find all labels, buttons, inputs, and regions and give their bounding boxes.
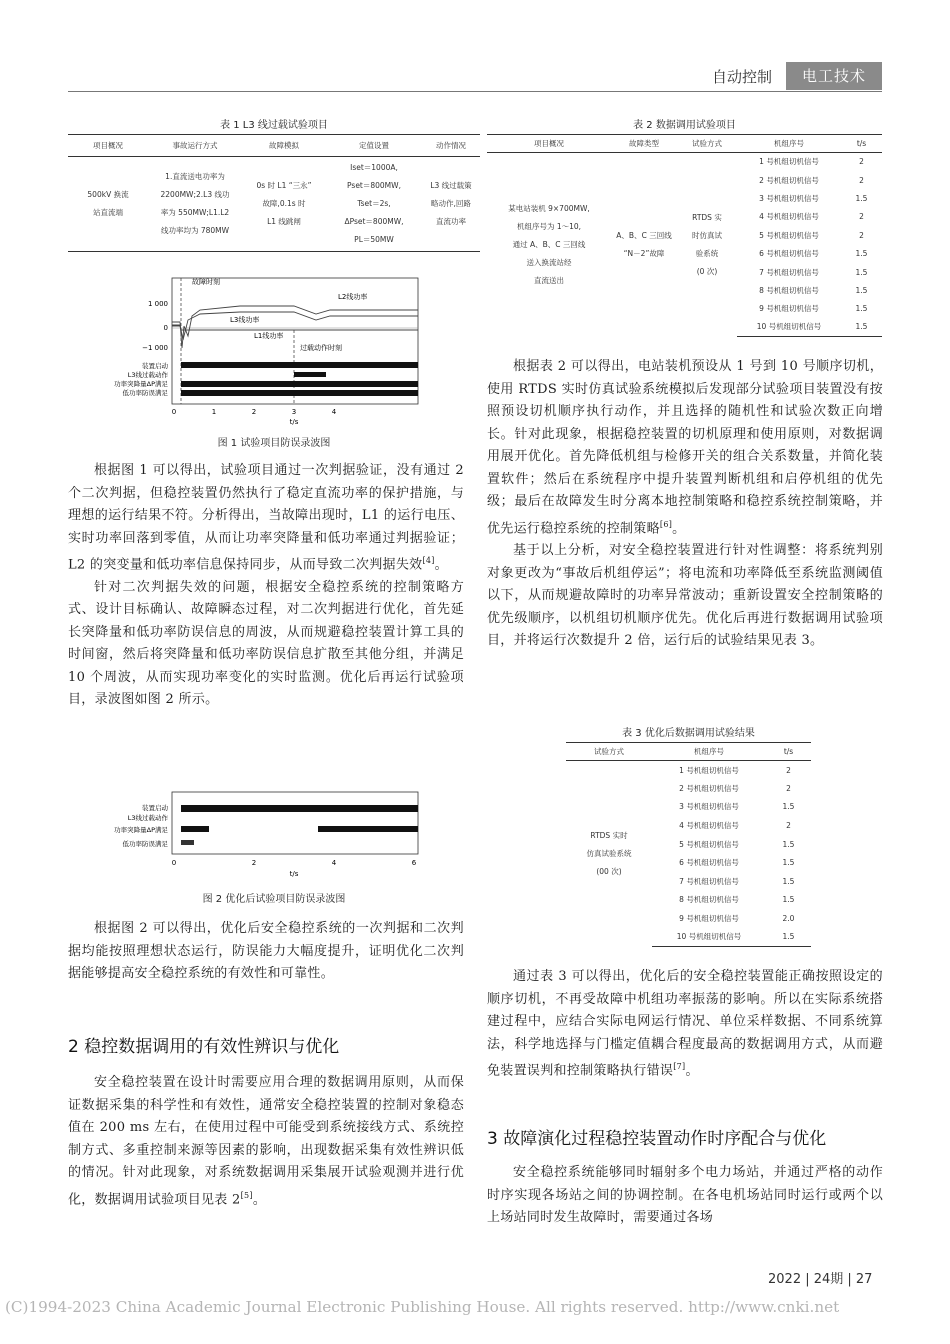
figure2-waveform [80, 788, 430, 883]
table2-header: 故障类型 [611, 135, 677, 153]
table1-cell: L3 线过载策 略动作,回路 直流功率 [422, 157, 480, 252]
fig1-xtick: 4 [331, 408, 337, 416]
fig2-signal-bar [181, 840, 194, 845]
table3-caption: 表 3 优化后数据调用试验结果 [622, 728, 755, 739]
section-badge: 电工技术 [786, 62, 882, 90]
fig1-ytick: 1 000 [147, 300, 168, 308]
table2-cell: 1.5 [855, 285, 868, 295]
fig2-xtick: 6 [411, 859, 417, 867]
table3-header: t/s [766, 743, 811, 761]
table3-cell: 2 [786, 821, 791, 831]
fig2-signal-label: 低功率防误满足 [122, 840, 168, 848]
fig1-l3-curve [172, 312, 418, 340]
table2-cell: 4 号机组切机信号 [759, 212, 819, 222]
table2-cell: 1.5 [855, 249, 868, 259]
fig2-signal-bar [181, 826, 209, 832]
right-text-block-3 [487, 1162, 883, 1230]
table3-cell: 1.5 [782, 839, 795, 849]
fig1-ytick: −1 000 [142, 344, 168, 352]
figure2-caption: 图 2 优化后试验项目防误录波图 [202, 894, 346, 905]
table2-header: 机组序号 [737, 135, 841, 153]
fig2-xtick: 4 [331, 859, 337, 867]
fig2-frame [172, 792, 418, 854]
table3-cell: 9 号机组切机信号 [679, 914, 739, 924]
paragraph: 针对二次判据失效的问题，根据安全稳控系统的控制策略方式、设计目标确认、故障瞬态过程，对二次判据进行优化，首先延长突降量和低功率防误信息的周波，从而规避稳控装置计算工具的时间窗，然后将突降量和低功率防误信息扩散至其他分组，并满足 10 个周波，从而实现功率变化的实时监测。优化后再运行试验项目，录波图如图 2 所示。 [68, 579, 464, 708]
left-text-block-3 [68, 1072, 464, 1211]
table1-caption: 表 1 L3 线过载试验项目 [220, 120, 328, 131]
paragraph: 安全稳控系统能够同时辐射多个电力场站，并通过严格的动作时序实现各场站之间的协调控制。在各电机场站同时运行或两个以上场站同时发生故障时，需要通过各场 [487, 1165, 883, 1225]
table2-cell: 9 号机组切机信号 [759, 304, 819, 314]
table2-caption: 表 2 数据调用试验项目 [633, 120, 736, 131]
table3-cell: 2.0 [782, 914, 795, 924]
table3-cell: 2 [786, 765, 791, 775]
table3-cell: 3 号机组切机信号 [679, 802, 739, 812]
fig1-xtick: 3 [291, 408, 297, 416]
table3-cell: 5 号机组切机信号 [679, 839, 739, 849]
table2-cell: 5 号机组切机信号 [759, 230, 819, 240]
paragraph: 安全稳控装置在设计时需要应用合理的数据调用原则，从而保证数据采集的科学性和有效性，通常安全稳控装置的控制对象稳态值在 200 ms 左右，在使用过程中可能受到系统接线方式、系统控制方式、多重控制来源等因素的影响，出现数据采集有效性辨识低的情况。针对此现象，对系统数据调用采集展开试验观测并进行优化，数据调用试验项目见表 2[5]。 [68, 1075, 464, 1207]
table2-cell: 10 号机组切机信号 [737, 318, 841, 336]
fig1-signal-label: 低功率防误满足 [122, 389, 168, 397]
fig1-xlabel: t/s [289, 418, 299, 426]
fig1-signal-bar [181, 390, 418, 396]
paragraph: 根据图 2 可以得出，优化后安全稳控系统的一次判据和二次判据均能按照理想状态运行，防误能力大幅度提升，证明优化二次判据能够提高安全稳控系统的有效性和可靠性。 [68, 921, 464, 981]
table2-cell: 1.5 [855, 304, 868, 314]
table3-cell: 1 号机组切机信号 [679, 765, 739, 775]
table3-cell: 2 号机组切机信号 [679, 783, 739, 793]
fig1-label: L2线功率 [338, 293, 368, 301]
fig1-label: 故障时刻 [192, 278, 220, 286]
paragraph: 通过表 3 可以得出，优化后的安全稳控装置能正确按照设定的顺序切机，不再受故障中机组功率振荡的影响。所以在实际系统搭建过程中，应结合实际电网运行情况、单位采样数据、不同系统算法，科学地选择与门槛定值耦合程度最高的数据调用方式，从而避免装置误判和控制策略执行错误[7]。 [487, 969, 883, 1079]
table2-cell: 3 号机组切机信号 [759, 193, 819, 203]
table2-header: t/s [841, 135, 882, 153]
table1-cell: Iset＝1000A, Pset＝800MW, Tset＝2s, ΔPset＝800MW, PL＝50MW [326, 157, 422, 252]
table2-cell: 7 号机组切机信号 [759, 267, 819, 277]
table3-cell: 2 [786, 783, 791, 793]
table3-header: 机组序号 [652, 743, 766, 761]
fig1-ytick: 0 [163, 324, 168, 332]
table2-cell: 2 [859, 175, 864, 185]
table2-cell: 1.5 [855, 267, 868, 277]
table2-cell: A、B、C 三回线 “N－2”故障 [616, 230, 672, 258]
fig1-signal-label: 装置启动 [142, 362, 168, 370]
table3-cell: 1.5 [782, 802, 795, 812]
left-text-block-1 [68, 460, 464, 712]
table3-cell: 1.5 [766, 928, 811, 947]
fig2-xlabel: t/s [289, 870, 299, 878]
table2-cell: 2 [859, 157, 864, 167]
figure1-waveform [80, 270, 430, 430]
table2-cell: 1.5 [855, 193, 868, 203]
fig1-xtick: 0 [171, 408, 177, 416]
table1-header: 定值设置 [326, 135, 422, 157]
fig1-label: 过载动作时刻 [300, 344, 342, 352]
fig2-signal-label: 装置启动 [142, 804, 168, 812]
table2-cell: 6 号机组切机信号 [759, 249, 819, 259]
fig2-signal-label: 功率突降量ΔP满足 [114, 826, 168, 834]
table2-cell: 2 [859, 212, 864, 222]
table3-cell: 1.5 [782, 858, 795, 868]
table2-cell: RTDS 实 时仿真试 验系统 (0 次) [692, 212, 722, 276]
table2 [487, 134, 882, 337]
table3-cell: 7 号机组切机信号 [679, 876, 739, 886]
table1-header: 事故运行方式 [148, 135, 242, 157]
table3-cell: 1.5 [782, 876, 795, 886]
table2-header: 项目概况 [487, 135, 611, 153]
table1 [68, 134, 480, 252]
fig1-signal-label: 功率突降量ΔP满足 [114, 380, 168, 388]
table2-cell: 8 号机组切机信号 [759, 285, 819, 295]
table1-header: 动作情况 [422, 135, 480, 157]
fig1-label: L3线功率 [230, 316, 260, 324]
fig2-signal-bar [318, 826, 418, 832]
header-rule [68, 91, 882, 92]
table3-header: 试验方式 [566, 743, 652, 761]
journal-column: 自动控制 [712, 68, 773, 86]
paragraph: 基于以上分析，对安全稳控装置进行针对性调整：将系统判别对象更改为“事故后机组停运”；将电流和功率降低至系统监测阈值以下，从而规避故障时的功率异常波动；重新设置安全控制策略的优先级顺序，以机组切机顺序优先。优化后再进行数据调用试验项目，并将运行次数提升 2 倍，运行后的试验结果见表 3。 [487, 543, 883, 649]
table3-cell: 1.5 [782, 895, 795, 905]
fig2-signal-label: L3线过载动作 [127, 814, 168, 822]
right-text-block-2 [487, 966, 883, 1083]
fig2-xtick: 2 [251, 859, 257, 867]
fig1-signal-bar [181, 381, 418, 387]
right-text-block-1 [487, 356, 883, 653]
ref-mark: [6] [659, 519, 673, 529]
paragraph: 根据表 2 可以得出，电站装机预设从 1 号到 10 号顺序切机，使用 RTDS 实时仿真试验系统模拟后发现部分试验项目装置没有按照预设切机顺序执行动作，并且选择的随机性和试验次数正向增长。针对此现象，根据稳控装置的切机原理和使用原则，对数据调用展开优化。首先降低机组与检修开关的组合关系数量，并简化装置软件；然后在系统程序中提升装置判断机组和启停机组的优先级；最后在故障发生时分离本地控制策略和稳控系统控制策略，并优先运行稳控系统的控制策略[6]。 [487, 359, 883, 536]
table2-header: 试验方式 [677, 135, 737, 153]
table2-cell: 某电站装机 9×700MW, 机组序号为 1～10, 通过 A、B、C 三回线 送入换流站经 直流送出 [508, 203, 590, 285]
copyright-watermark: (C)1994-2023 China Academic Journal Electronic Publishing House. All rights reserved. http://www.cnki.net [5, 1298, 840, 1316]
fig1-signal-label: L3线过载动作 [127, 371, 168, 379]
table1-header: 项目概况 [68, 135, 148, 157]
paragraph: 根据图 1 可以得出，试验项目通过一次判据验证，没有通过 2 个二次判据，但稳控装置仍然执行了稳定直流功率的保护措施，与理想的运行结果不符。分析得出，当故障出现时，L1 的运行电压、实时功率回落到零值，从而让功率突降量和低功率通过判据验证；L2 的突变量和低功率信息保持同步，从而导致二次判据失效[4]。 [68, 463, 464, 573]
fig1-label: L1线功率 [254, 332, 284, 340]
table3-cell: 8 号机组切机信号 [679, 895, 739, 905]
fig1-xtick: 1 [211, 408, 217, 416]
table2-cell: 2 号机组切机信号 [759, 175, 819, 185]
fig2-signal-bar [181, 805, 418, 812]
table1-cell: 0s 时 L1 “三永” 故障,0.1s 时 L1 线跳闸 [242, 157, 326, 252]
section-heading-3: 3 故障演化过程稳控装置动作时序配合与优化 [487, 1129, 827, 1149]
table1-cell: 500kV 换流 站直流端 [68, 157, 148, 252]
fig2-xtick: 0 [171, 859, 177, 867]
left-text-block-2 [68, 918, 464, 986]
table3-cell: RTDS 实时 仿真试验系统 (00 次) [586, 830, 632, 876]
page-number: 2022 | 24期 | 27 [768, 1272, 873, 1287]
table3-cell: 4 号机组切机信号 [679, 821, 739, 831]
figure1-caption: 图 1 试验项目防误录波图 [217, 438, 331, 449]
table1-header: 故障模拟 [242, 135, 326, 157]
ref-mark: [4] [422, 556, 435, 565]
fig1-signal-bar [181, 362, 418, 368]
ref-mark: [5] [240, 1190, 253, 1200]
fig1-xtick: 2 [251, 408, 257, 416]
fig1-signal-bar [294, 372, 326, 377]
table3-cell: 10 号机组切机信号 [652, 928, 766, 947]
ref-mark: [7] [673, 1062, 686, 1071]
table3-cell: 6 号机组切机信号 [679, 858, 739, 868]
section-heading-2: 2 稳控数据调用的有效性辨识与优化 [68, 1037, 340, 1057]
table3 [566, 742, 811, 947]
table1-cell: 1.直流送电功率为 2200MW;2.L3 线功 率为 550MW;L1.L2 线功率均为 780MW [148, 157, 242, 252]
table2-cell: 2 [859, 230, 864, 240]
table2-cell: 1.5 [841, 318, 882, 336]
table2-cell: 1 号机组切机信号 [759, 157, 819, 167]
